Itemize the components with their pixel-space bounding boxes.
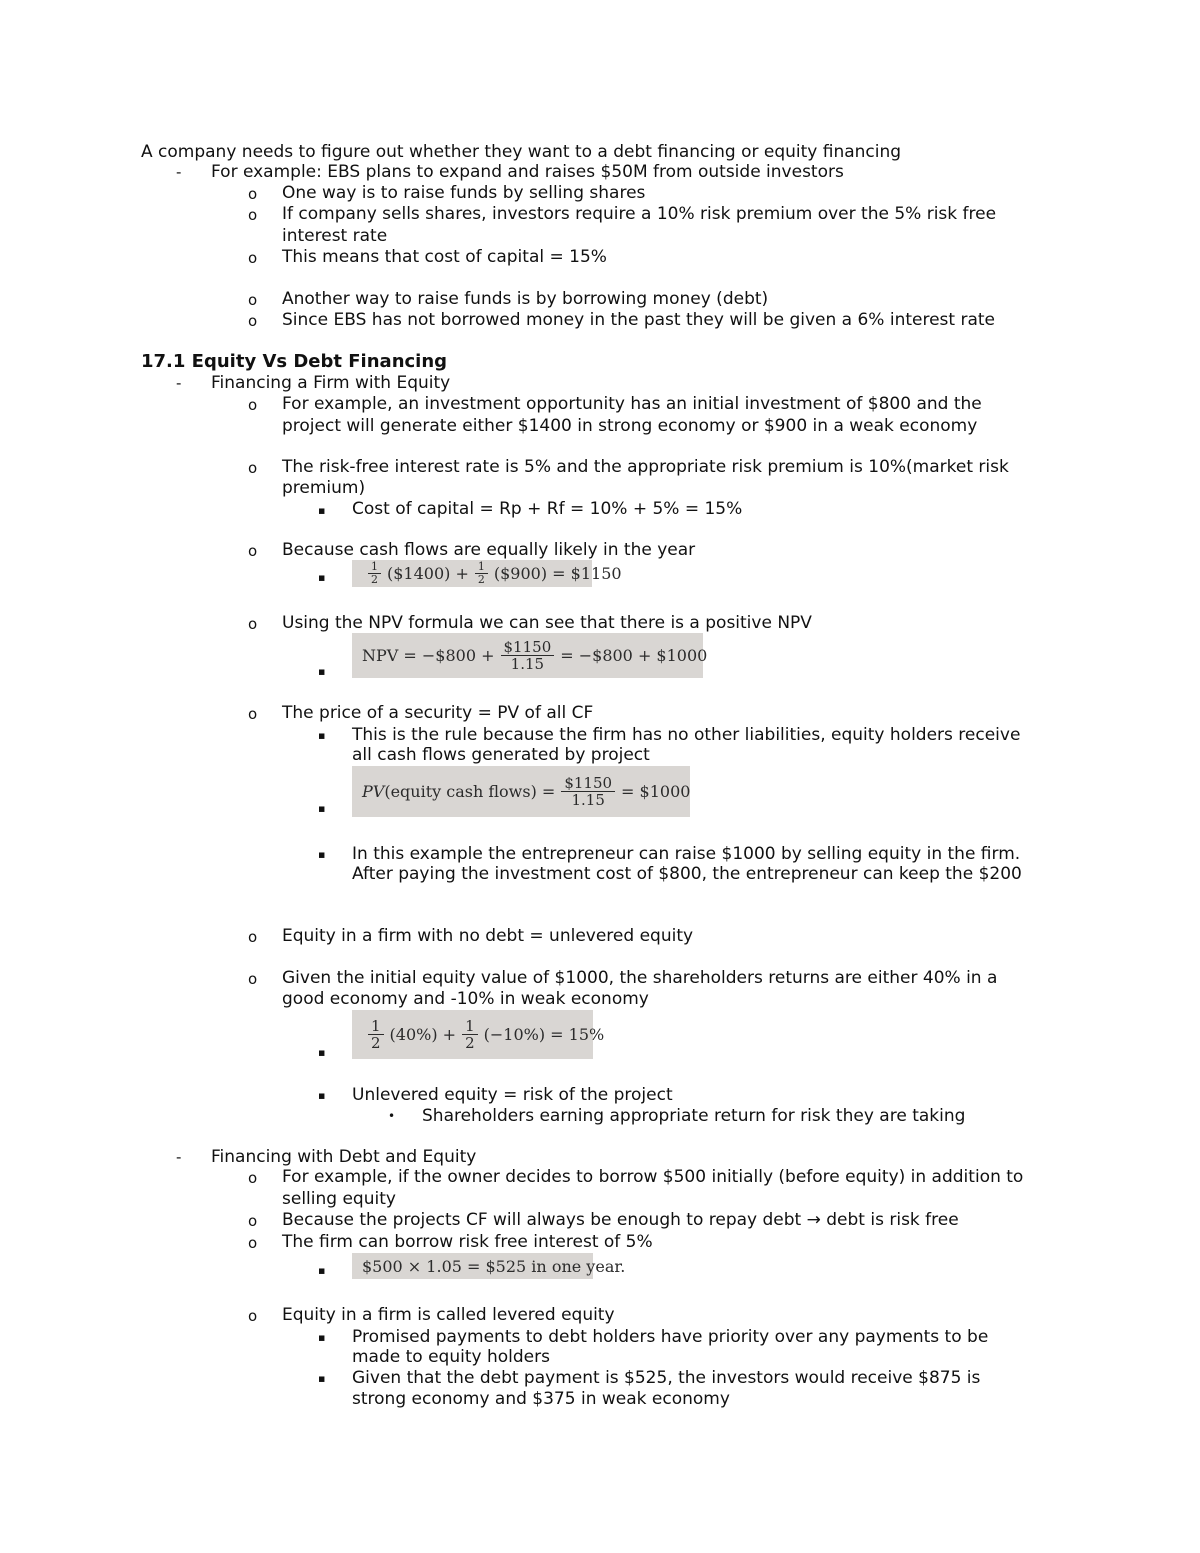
intro-item: This means that cost of capital = 15% <box>282 247 607 267</box>
circle-bullet: o <box>248 970 258 988</box>
equity-subsubitem: Shareholders earning appropriate return for risk they are taking <box>422 1106 966 1126</box>
equity-item: The price of a security = PV of all CF <box>282 703 594 723</box>
dash-bullet: - <box>176 374 182 392</box>
formula-expected-return: $\frac{1}{2}$ (40%) + $\frac{1}{2}$ (−10%) = 15% <box>352 1010 593 1059</box>
intro-example: For example: EBS plans to expand and raises $50M from outside investors <box>211 162 844 182</box>
square-bullet: ▪ <box>318 665 326 678</box>
circle-bullet: o <box>248 1234 258 1252</box>
intro-item: Since EBS has not borrowed money in the past they will be given a 6% interest rate <box>282 310 996 330</box>
square-bullet: ▪ <box>318 571 326 584</box>
section-heading: 17.1 Equity Vs Debt Financing <box>141 351 448 372</box>
equity-subitem-cont: After paying the investment cost of $800, the entrepreneur can keep the $200 <box>352 864 1022 884</box>
square-bullet: ▪ <box>318 1331 326 1344</box>
equity-item: Given the initial equity value of $1000, the shareholders returns are either 40% in a <box>282 968 998 988</box>
square-bullet: ▪ <box>318 729 326 742</box>
subsection-title-debt: Financing with Debt and Equity <box>211 1147 477 1167</box>
equity-subitem: In this example the entrepreneur can raise $1000 by selling equity in the firm. <box>352 844 1021 864</box>
square-bullet: ▪ <box>318 1046 326 1059</box>
intro-line: A company needs to figure out whether they want to a debt financing or equity financing <box>141 142 902 162</box>
intro-item-cont: interest rate <box>282 226 388 246</box>
equity-item: Using the NPV formula we can see that there is a positive NPV <box>282 613 812 633</box>
intro-item: One way is to raise funds by selling shares <box>282 183 646 203</box>
equity-item: The risk-free interest rate is 5% and the appropriate risk premium is 10%(market risk <box>282 457 1009 477</box>
debt-item-cont: selling equity <box>282 1189 396 1209</box>
circle-bullet: o <box>248 615 258 633</box>
formula-npv: NPV = −$800 + $\frac{\$1150}{1.15}$ = −$800 + $1000 <box>352 633 703 678</box>
formula-expected-cash-flow: $\frac{1}{2}$ ($1400) + $\frac{1}{2}$ ($900) = $1150 <box>352 560 592 587</box>
debt-item: For example, if the owner decides to borrow $500 initially (before equity) in addition to <box>282 1167 1024 1187</box>
circle-bullet: o <box>248 542 258 560</box>
dash-bullet: - <box>176 163 182 181</box>
debt-subitem-cont: strong economy and $375 in weak economy <box>352 1389 730 1409</box>
equity-subitem: Cost of capital = Rp + Rf = 10% + 5% = 15% <box>352 499 743 519</box>
square-bullet: ▪ <box>318 1372 326 1385</box>
square-bullet: ▪ <box>318 1089 326 1102</box>
intro-item: If company sells shares, investors require a 10% risk premium over the 5% risk free <box>282 204 997 224</box>
circle-bullet: o <box>248 291 258 309</box>
circle-bullet: o <box>248 312 258 330</box>
square-bullet: ▪ <box>318 802 326 815</box>
equity-item: For example, an investment opportunity has an initial investment of $800 and the <box>282 394 982 414</box>
equity-item-cont: project will generate either $1400 in strong economy or $900 in a weak economy <box>282 416 978 436</box>
equity-subitem: Unlevered equity = risk of the project <box>352 1085 673 1105</box>
equity-item: Equity in a firm with no debt = unlevered equity <box>282 926 694 946</box>
circle-bullet: o <box>248 1212 258 1230</box>
debt-subitem: Promised payments to debt holders have priority over any payments to be <box>352 1327 989 1347</box>
equity-subitem-cont: all cash flows generated by project <box>352 745 650 765</box>
debt-item: Because the projects CF will always be enough to repay debt → debt is risk free <box>282 1210 959 1230</box>
square-bullet: ▪ <box>318 848 326 861</box>
debt-subitem: Given that the debt payment is $525, the investors would receive $875 is <box>352 1368 981 1388</box>
debt-subitem-cont: made to equity holders <box>352 1347 550 1367</box>
circle-bullet: o <box>248 1169 258 1187</box>
dash-bullet: - <box>176 1148 182 1166</box>
dot-bullet: • <box>388 1109 396 1123</box>
formula-pv-equity: PV (equity cash flows) = $\frac{\$1150}{1.15}$ = $1000 <box>352 766 690 817</box>
circle-bullet: o <box>248 185 258 203</box>
circle-bullet: o <box>248 249 258 267</box>
intro-item: Another way to raise funds is by borrowing money (debt) <box>282 289 769 309</box>
circle-bullet: o <box>248 459 258 477</box>
circle-bullet: o <box>248 928 258 946</box>
formula-debt-repayment: $500 × 1.05 = $525 in one year. <box>352 1253 593 1279</box>
circle-bullet: o <box>248 396 258 414</box>
debt-item: Equity in a firm is called levered equity <box>282 1305 615 1325</box>
equity-item: Because cash flows are equally likely in the year <box>282 540 696 560</box>
square-bullet: ▪ <box>318 1264 326 1277</box>
equity-subitem: This is the rule because the firm has no other liabilities, equity holders receive <box>352 725 1021 745</box>
equity-item-cont: premium) <box>282 478 366 498</box>
subsection-title-equity: Financing a Firm with Equity <box>211 373 451 393</box>
square-bullet: ▪ <box>318 504 326 517</box>
circle-bullet: o <box>248 705 258 723</box>
circle-bullet: o <box>248 1307 258 1325</box>
equity-item-cont: good economy and -10% in weak economy <box>282 989 649 1009</box>
debt-item: The firm can borrow risk free interest of 5% <box>282 1232 653 1252</box>
circle-bullet: o <box>248 206 258 224</box>
